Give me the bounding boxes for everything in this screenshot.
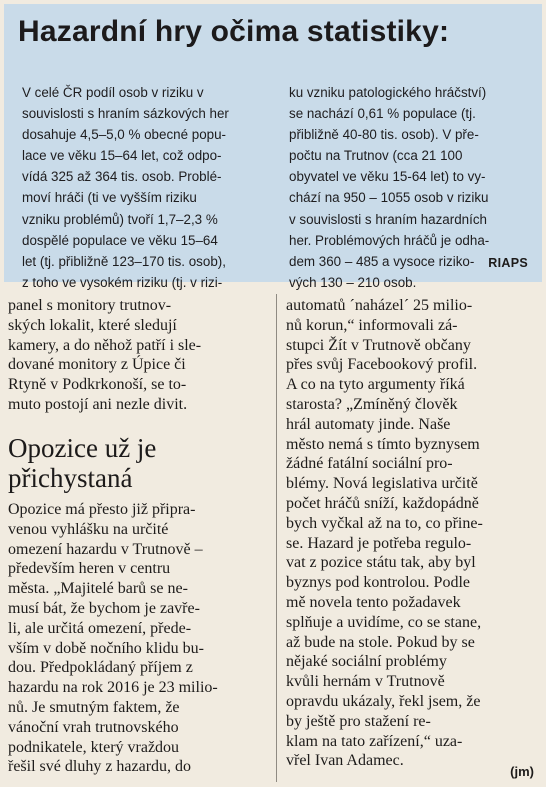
box-headline: Hazardní hry očima statistiky: bbox=[18, 15, 450, 48]
text-line: dospělé populace ve věku 15–64 bbox=[22, 232, 218, 248]
text-line: opravdu ukázaly, řekl jsem, že bbox=[286, 692, 481, 710]
text-line: nů. Je smutným faktem, že bbox=[8, 698, 180, 716]
text-line: město nemá s tímto byznysem bbox=[286, 435, 480, 453]
text-line: vřel Ivan Adamec. bbox=[286, 752, 404, 770]
text-line: řešil své dluhy z hazardu, do bbox=[8, 758, 192, 776]
text-line: přichystaná bbox=[8, 463, 133, 493]
column-divider bbox=[276, 294, 277, 782]
text-line: přes svůj Facebookový profil. bbox=[286, 356, 478, 374]
text-line: v souvislosti s hraním hazardních bbox=[289, 211, 487, 227]
author-signature: (jm) bbox=[510, 764, 534, 779]
text-line: Rtyně v Podkrkonoší, se to- bbox=[8, 376, 187, 394]
text-line: Opozice už je bbox=[8, 433, 157, 463]
text-line: V celé ČR podíl osob v riziku v bbox=[22, 85, 204, 100]
text-line: by ještě pro stažení re- bbox=[286, 712, 431, 730]
text-line: automatů ´naházel´ 25 milio- bbox=[286, 297, 473, 314]
text-line: obyvatel ve věku 15-64 let) to vy- bbox=[289, 169, 486, 185]
text-line: podnikatele, který vraždou bbox=[8, 738, 180, 756]
text-line: vzniku problémů) tvoří 1,7–2,3 % bbox=[22, 211, 218, 227]
text-line: dou. Předpokládaný příjem z bbox=[8, 659, 193, 677]
text-line: vých 130 – 210 osob. bbox=[289, 274, 417, 290]
text-line: klam na tato zařízení,“ uza- bbox=[286, 732, 463, 750]
text-line: stupci Žít v Trutnově občany bbox=[286, 336, 471, 354]
box-column-left bbox=[22, 82, 270, 293]
text-line: A co na tyto argumenty říká bbox=[286, 376, 465, 394]
statistics-box bbox=[4, 4, 542, 290]
text-line: Opozice má přesto již připra- bbox=[8, 501, 196, 518]
text-line: souvislosti s hraním sázkových her bbox=[22, 106, 229, 122]
text-line: chází na 950 – 1055 osob v riziku bbox=[289, 190, 489, 206]
text-line: vídá 325 až 364 tis. osob. Problé- bbox=[22, 169, 222, 185]
text-line: mě novela tento požadavek bbox=[286, 593, 461, 611]
text-line: vánoční vrah trutnovského bbox=[8, 718, 179, 736]
text-line: muto postojí ani nezle divit. bbox=[8, 395, 188, 413]
text-line: dované monitory z Úpice či bbox=[8, 356, 186, 374]
text-line: her. Problémových hráčů je odha- bbox=[289, 232, 490, 248]
text-line: z toho ve vysokém riziku (tj. v rizi- bbox=[22, 274, 223, 290]
text-line: se. Hazard je potřeba regulo- bbox=[286, 534, 472, 552]
text-line: byznys pod kontrolou. Podle bbox=[286, 574, 470, 592]
text-line: především heren v centru bbox=[8, 560, 171, 578]
text-line: dem 360 – 485 a vysoce riziko- bbox=[289, 253, 475, 269]
text-line: ku vzniku patologického hráčství) bbox=[289, 85, 487, 100]
text-line: omezení hazardu v Trutnově – bbox=[8, 540, 203, 558]
text-line: vším v době nočního klidu bu- bbox=[8, 639, 204, 657]
text-line: moví hráči (ti ve vyšším riziku bbox=[22, 190, 197, 206]
text-line: hrál automaty jinde. Naše bbox=[286, 415, 451, 433]
text-line: lace ve věku 15–64 let, což odpo- bbox=[22, 148, 222, 164]
text-line: blémy. Nová legislativa určitě bbox=[286, 475, 478, 493]
text-line: nů korun,“ informovali zá- bbox=[286, 316, 458, 334]
text-line: vat z pozice státu tak, aby byl bbox=[286, 554, 476, 572]
text-line: venou vyhlášku na určité bbox=[8, 520, 169, 538]
text-line: žádné fatální sociální pro- bbox=[286, 455, 453, 473]
text-line: počet hráčů sníží, každopádně bbox=[286, 494, 479, 512]
article-column-2 bbox=[286, 296, 542, 771]
text-line: li, ale určitá omezení, přede- bbox=[8, 619, 192, 637]
text-line: panel s monitory trutnov- bbox=[8, 297, 172, 314]
text-line: ských lokalit, které sledují bbox=[8, 316, 177, 334]
article-column-1-bottom bbox=[8, 500, 268, 777]
text-line: kvůli hernám v Trutnově bbox=[286, 673, 445, 691]
text-line: hazardu na rok 2016 je 23 milio- bbox=[8, 679, 218, 697]
text-line: kamery, a do něhož patří i sle- bbox=[8, 336, 202, 354]
box-source: RIAPS bbox=[488, 256, 528, 270]
text-line: se nachází 0,61 % populace (tj. bbox=[289, 106, 476, 122]
text-line: let (tj. přibližně 123–170 tis. osob), bbox=[22, 253, 226, 269]
text-line: počtu na Trutnov (cca 21 100 bbox=[289, 148, 463, 164]
text-line: bych vyčkal až na to, co přine- bbox=[286, 514, 483, 532]
text-line: musí bát, že bychom je zavře- bbox=[8, 599, 200, 617]
text-line: splňuje a uvidíme, co se stane, bbox=[286, 613, 482, 631]
text-line: nějaké sociální problémy bbox=[286, 653, 447, 671]
text-line: města. „Majitelé barů se ne- bbox=[8, 580, 188, 598]
text-line: až bude na stole. Pokud by se bbox=[286, 633, 475, 651]
text-line: starosta? „Zmíněný člověk bbox=[286, 395, 458, 413]
article-subheading bbox=[8, 433, 270, 493]
text-line: přibližně 40-80 tis. osob). V pře- bbox=[289, 127, 479, 143]
article-column-1-top bbox=[8, 296, 268, 415]
text-line: dosahuje 4,5–5,0 % obecné popu- bbox=[22, 127, 226, 143]
